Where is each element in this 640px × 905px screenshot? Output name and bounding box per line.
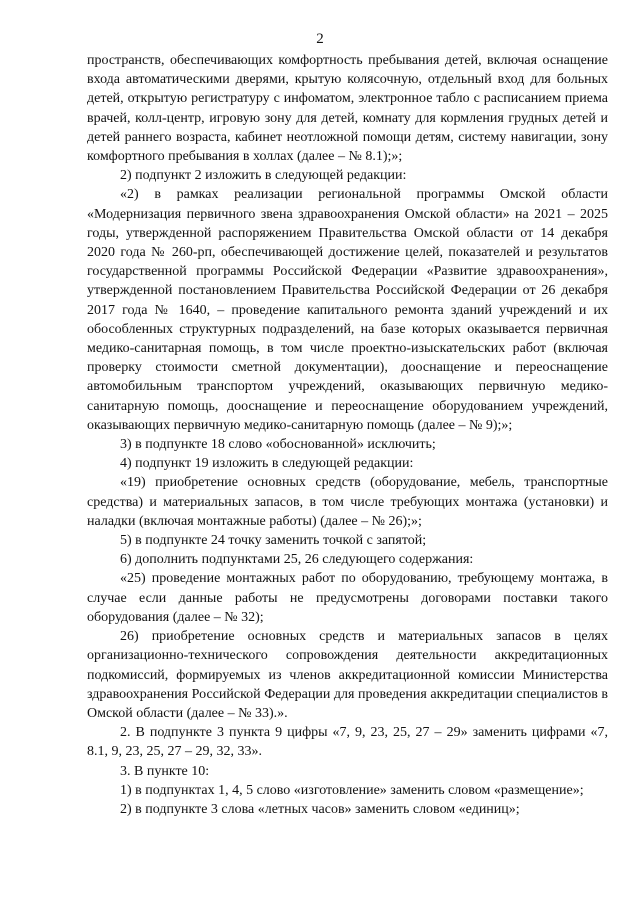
paragraph-clause-3-item-2: 2) в подпункте 3 слова «летных часов» заменить словом «единиц»;: [120, 801, 520, 817]
paragraph-item-5: 5) в подпункте 24 точку заменить точкой с запятой;: [120, 533, 427, 549]
paragraph-subitem-19-text: «19) приобретение основных средств (оборудование, мебель, транспортные средства) и материальных запасов, в том числе требующих монтажа (установки) и наладки (включая монтажные работы) (далее – № 26);»;: [87, 475, 608, 529]
paragraph-clause-2: 2. В подпункте 3 пункта 9 цифры «7, 9, 23, 25, 27 – 29» заменить цифрами «7, 8.1, 9, 23, 25, 27 – 29, 32, 33».: [87, 725, 608, 760]
paragraph-subitem-26-text: 26) приобретение основных средств и материальных запасов в целях организационно-технического сопровождения деятельности аккредитационных подкомиссий, формируемых из членов аккредитационной комиссии Министерства здравоохранения Российской Федерации для проведения аккредитации специалистов в Омской области (далее – № 33).».: [87, 629, 608, 721]
paragraph-clause-3-heading: 3. В пункте 10:: [120, 763, 210, 779]
paragraph-subitem-2-text: «2) в рамках реализации региональной программы Омской области «Модернизация первичного звена здравоохранения Омской области» на 2021 – 2025 годы, утвержденной распоряжением Правительства Омской области от 14 декабря 2020 года № 260-рп, обеспечивающей достижение целей, показателей и результатов государственной программы Российской Федерации «Развитие здравоохранения», утвержденной постановлением Правительства Российской Федерации от 26 декабря 2017 года № 1640, – проведение капитального ремонта зданий учреждений и их обособленных структурных подразделений, на базе которых оказывается первичная медико-санитарная помощь, в том числе проектно-изыскательских работ (включая проверку стоимости сметной документации), дооснащение и переоснащение автомобильным транспортом учреждений, оказывающих первичную медико-санитарную помощь, дооснащение и переоснащение оборудованием учреждений, оказывающих первичную медико-санитарную помощь (далее – № 9);»;: [87, 187, 608, 433]
page-number: 2: [316, 31, 324, 47]
paragraph-clause-3-item-1: 1) в подпунктах 1, 4, 5 слово «изготовление» заменить словом «размещение»;: [120, 782, 584, 798]
paragraph-item-2-intro: 2) подпункт 2 изложить в следующей редакции:: [120, 168, 407, 184]
paragraph-item-4-intro: 4) подпункт 19 изложить в следующей редакции:: [120, 456, 414, 472]
paragraph-item-3: 3) в подпункте 18 слово «обоснованной» исключить;: [120, 437, 436, 453]
paragraph-subitem-25-text: «25) проведение монтажных работ по оборудованию, требующему монтажа, в случае если данные работы не предусмотрены договорами поставки такого оборудования (далее – № 32);: [87, 571, 608, 625]
document-body: [87, 51, 608, 819]
paragraph-continuation: пространств, обеспечивающих комфортность пребывания детей, включая оснащение входа автоматическими дверями, крытую колясочную, отдельный вход для больных детей, открытую регистратуру с инфоматом, электронное табло с расписанием приема врачей, колл-центр, игровую зону для детей, комнату для кормления грудных детей и детей раннего возраста, кабинет неотложной помощи детям, систему навигации, зону комфортного пребывания в холлах (далее – № 8.1);»;: [87, 53, 608, 165]
paragraph-item-6-intro: 6) дополнить подпунктами 25, 26 следующего содержания:: [120, 552, 474, 568]
